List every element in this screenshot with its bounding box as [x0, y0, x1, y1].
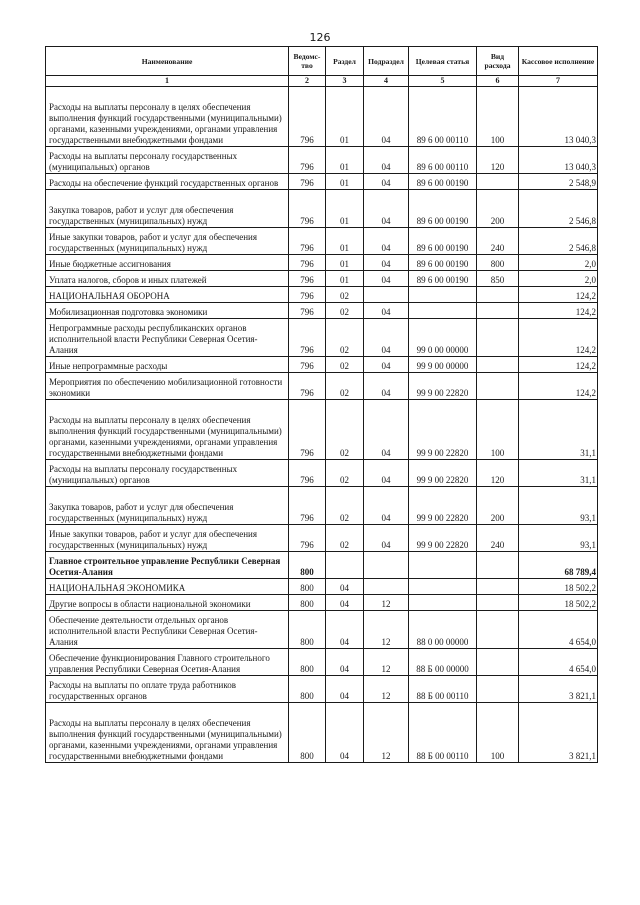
row-name: Другие вопросы в области национальной экономики [46, 595, 289, 611]
row-name: Иные непрограммные расходы [46, 357, 289, 373]
row-subsection: 04 [364, 174, 409, 190]
row-section: 01 [326, 271, 364, 287]
table-row [46, 201, 598, 228]
spacer-row [46, 487, 598, 499]
row-subsection: 04 [364, 98, 409, 147]
row-expense-type: 120 [477, 460, 519, 487]
row-name: Мероприятия по обеспечению мобилизационной готовности экономики [46, 373, 289, 400]
column-number: 6 [477, 76, 519, 87]
row-expense-type: 200 [477, 498, 519, 525]
spacer-cell [409, 400, 477, 412]
row-department: 796 [289, 319, 326, 357]
spacer-cell [46, 487, 289, 499]
table-row [46, 228, 598, 255]
spacer-cell [364, 703, 409, 715]
row-name: Расходы на выплаты персоналу в целях обеспечения выполнения функций государственными (муниципальными) органами, казенными учреждениями, органами управления государственными внебюджетными фондами [46, 411, 289, 460]
row-amount: 124,2 [519, 373, 598, 400]
row-target-item [409, 287, 477, 303]
row-amount: 3 821,1 [519, 676, 598, 703]
row-amount: 31,1 [519, 460, 598, 487]
table-row [46, 174, 598, 190]
row-target-item: 99 9 00 22820 [409, 373, 477, 400]
row-section: 04 [326, 649, 364, 676]
spacer-cell [519, 87, 598, 99]
row-target-item: 99 9 00 00000 [409, 357, 477, 373]
row-department: 800 [289, 595, 326, 611]
row-name: НАЦИОНАЛЬНАЯ ОБОРОНА [46, 287, 289, 303]
spacer-cell [46, 400, 289, 412]
row-target-item: 89 6 00 00190 [409, 201, 477, 228]
table-row [46, 460, 598, 487]
row-section: 04 [326, 579, 364, 595]
row-subsection: 04 [364, 147, 409, 174]
row-name: Уплата налогов, сборов и иных платежей [46, 271, 289, 287]
row-department: 796 [289, 460, 326, 487]
header-section: Раздел [326, 47, 364, 76]
column-number: 3 [326, 76, 364, 87]
table-row [46, 649, 598, 676]
row-department: 796 [289, 498, 326, 525]
spacer-cell [326, 87, 364, 99]
row-amount: 4 654,0 [519, 611, 598, 649]
row-subsection: 12 [364, 595, 409, 611]
row-name: Расходы на выплаты по оплате труда работников государственных органов [46, 676, 289, 703]
row-expense-type: 240 [477, 525, 519, 552]
spacer-cell [477, 703, 519, 715]
row-section: 01 [326, 201, 364, 228]
row-section: 04 [326, 714, 364, 763]
header-name: Наименование [46, 47, 289, 76]
row-name: Иные бюджетные ассигнования [46, 255, 289, 271]
row-subsection: 04 [364, 357, 409, 373]
header-expense-type: Вид расхода [477, 47, 519, 76]
spacer-cell [519, 487, 598, 499]
row-target-item: 88 Б 00 00110 [409, 676, 477, 703]
table-row [46, 373, 598, 400]
table-row [46, 595, 598, 611]
row-expense-type [477, 174, 519, 190]
spacer-row [46, 703, 598, 715]
table-row [46, 357, 598, 373]
row-subsection: 04 [364, 255, 409, 271]
row-target-item: 89 6 00 00190 [409, 271, 477, 287]
row-target-item: 89 6 00 00190 [409, 228, 477, 255]
row-subsection: 12 [364, 611, 409, 649]
row-section: 01 [326, 228, 364, 255]
row-amount: 13 040,3 [519, 147, 598, 174]
row-department: 800 [289, 649, 326, 676]
column-number: 7 [519, 76, 598, 87]
table-row [46, 552, 598, 579]
row-target-item: 99 9 00 22820 [409, 498, 477, 525]
row-section: 02 [326, 411, 364, 460]
row-target-item: 88 Б 00 00000 [409, 649, 477, 676]
row-subsection: 04 [364, 525, 409, 552]
row-subsection: 04 [364, 373, 409, 400]
table-row [46, 287, 598, 303]
header-department: Ведомс-тво [289, 47, 326, 76]
column-number: 2 [289, 76, 326, 87]
row-amount: 124,2 [519, 319, 598, 357]
row-amount: 18 502,2 [519, 579, 598, 595]
row-section: 01 [326, 147, 364, 174]
row-department: 796 [289, 228, 326, 255]
table-row [46, 98, 598, 147]
row-name: НАЦИОНАЛЬНАЯ ЭКОНОМИКА [46, 579, 289, 595]
spacer-cell [289, 400, 326, 412]
row-department: 796 [289, 174, 326, 190]
column-number-row [46, 76, 598, 87]
row-subsection: 04 [364, 498, 409, 525]
row-department: 796 [289, 411, 326, 460]
row-amount: 3 821,1 [519, 714, 598, 763]
row-amount: 2 546,8 [519, 228, 598, 255]
row-name: Иные закупки товаров, работ и услуг для обеспечения государственных (муниципальных) нужд [46, 525, 289, 552]
row-target-item: 88 Б 00 00110 [409, 714, 477, 763]
row-name: Расходы на выплаты персоналу государственных (муниципальных) органов [46, 147, 289, 174]
column-number: 1 [46, 76, 289, 87]
row-department: 796 [289, 373, 326, 400]
row-amount: 4 654,0 [519, 649, 598, 676]
spacer-cell [364, 400, 409, 412]
row-expense-type [477, 649, 519, 676]
row-amount: 124,2 [519, 303, 598, 319]
row-section: 02 [326, 357, 364, 373]
row-expense-type [477, 611, 519, 649]
column-number: 5 [409, 76, 477, 87]
row-target-item: 88 0 00 00000 [409, 611, 477, 649]
row-name: Закупка товаров, работ и услуг для обеспечения государственных (муниципальных) нужд [46, 201, 289, 228]
row-name: Обеспечение деятельности отдельных органов исполнительной власти Республики Северная Осетия-Алания [46, 611, 289, 649]
row-department: 796 [289, 525, 326, 552]
spacer-row [46, 190, 598, 202]
row-amount: 93,1 [519, 525, 598, 552]
row-target-item: 89 6 00 00110 [409, 98, 477, 147]
row-department: 796 [289, 147, 326, 174]
spacer-cell [326, 400, 364, 412]
row-target-item: 89 6 00 00110 [409, 147, 477, 174]
row-target-item [409, 552, 477, 579]
table-row [46, 319, 598, 357]
row-department: 800 [289, 611, 326, 649]
row-name: Расходы на выплаты персоналу в целях обеспечения выполнения функций государственными (муниципальными) органами, казенными учреждениями, органами управления государственными внебюджетными фондами [46, 98, 289, 147]
spacer-cell [364, 87, 409, 99]
spacer-row [46, 87, 598, 99]
row-department: 796 [289, 287, 326, 303]
spacer-cell [326, 703, 364, 715]
row-subsection [364, 552, 409, 579]
row-department: 800 [289, 579, 326, 595]
row-amount: 2 548,9 [519, 174, 598, 190]
row-amount: 93,1 [519, 498, 598, 525]
row-section: 04 [326, 676, 364, 703]
row-section: 04 [326, 595, 364, 611]
row-amount: 124,2 [519, 357, 598, 373]
row-department: 796 [289, 201, 326, 228]
row-amount: 124,2 [519, 287, 598, 303]
spacer-cell [289, 190, 326, 202]
spacer-cell [289, 487, 326, 499]
row-section: 02 [326, 319, 364, 357]
spacer-cell [477, 400, 519, 412]
spacer-cell [289, 703, 326, 715]
row-subsection: 12 [364, 676, 409, 703]
row-subsection: 04 [364, 271, 409, 287]
row-name: Закупка товаров, работ и услуг для обеспечения государственных (муниципальных) нужд [46, 498, 289, 525]
row-department: 796 [289, 271, 326, 287]
row-expense-type [477, 319, 519, 357]
row-amount: 2,0 [519, 271, 598, 287]
row-expense-type [477, 579, 519, 595]
spacer-cell [409, 87, 477, 99]
table-row [46, 676, 598, 703]
row-target-item: 99 9 00 22820 [409, 411, 477, 460]
row-subsection: 04 [364, 228, 409, 255]
spacer-cell [519, 400, 598, 412]
table-row [46, 255, 598, 271]
row-expense-type [477, 373, 519, 400]
table-row [46, 303, 598, 319]
row-subsection: 04 [364, 411, 409, 460]
table-body [46, 87, 598, 763]
row-name: Обеспечение функционирования Главного строительного управления Республики Северная Осетия-Алания [46, 649, 289, 676]
row-section: 02 [326, 460, 364, 487]
row-name: Главное строительное управление Республики Северная Осетия-Алания [46, 552, 289, 579]
column-number: 4 [364, 76, 409, 87]
row-expense-type: 200 [477, 201, 519, 228]
row-expense-type: 100 [477, 98, 519, 147]
row-section: 02 [326, 303, 364, 319]
row-name: Расходы на выплаты персоналу в целях обеспечения выполнения функций государственными (муниципальными) органами, казенными учреждениями, органами управления государственными внебюджетными фондами [46, 714, 289, 763]
row-subsection: 04 [364, 460, 409, 487]
row-amount: 2 546,8 [519, 201, 598, 228]
row-subsection [364, 579, 409, 595]
spacer-cell [409, 487, 477, 499]
row-department: 796 [289, 255, 326, 271]
row-section: 02 [326, 287, 364, 303]
row-section: 01 [326, 255, 364, 271]
table-row [46, 525, 598, 552]
table-row [46, 147, 598, 174]
row-target-item: 99 9 00 22820 [409, 460, 477, 487]
row-department: 796 [289, 303, 326, 319]
spacer-cell [364, 487, 409, 499]
row-name: Мобилизационная подготовка экономики [46, 303, 289, 319]
row-section [326, 552, 364, 579]
row-expense-type: 240 [477, 228, 519, 255]
row-name: Непрограммные расходы республиканских органов исполнительной власти Республики Северная Осетия-Алания [46, 319, 289, 357]
spacer-cell [409, 190, 477, 202]
table-row [46, 411, 598, 460]
row-target-item [409, 595, 477, 611]
spacer-cell [477, 87, 519, 99]
row-name: Иные закупки товаров, работ и услуг для обеспечения государственных (муниципальных) нужд [46, 228, 289, 255]
table-row [46, 579, 598, 595]
budget-execution-table [45, 46, 598, 763]
row-target-item: 89 6 00 00190 [409, 174, 477, 190]
row-subsection: 04 [364, 201, 409, 228]
row-department: 800 [289, 676, 326, 703]
spacer-cell [46, 703, 289, 715]
row-subsection: 12 [364, 714, 409, 763]
row-amount: 31,1 [519, 411, 598, 460]
spacer-cell [289, 87, 326, 99]
row-amount: 68 789,4 [519, 552, 598, 579]
spacer-cell [519, 190, 598, 202]
table-row [46, 498, 598, 525]
row-amount: 2,0 [519, 255, 598, 271]
row-expense-type [477, 303, 519, 319]
row-expense-type: 120 [477, 147, 519, 174]
row-target-item [409, 303, 477, 319]
spacer-cell [46, 190, 289, 202]
row-target-item: 99 9 00 22820 [409, 525, 477, 552]
row-department: 800 [289, 552, 326, 579]
row-expense-type [477, 552, 519, 579]
row-department: 800 [289, 714, 326, 763]
table-row [46, 271, 598, 287]
row-expense-type [477, 676, 519, 703]
table-row [46, 714, 598, 763]
row-section: 01 [326, 98, 364, 147]
row-subsection: 04 [364, 319, 409, 357]
row-expense-type [477, 357, 519, 373]
row-target-item: 99 0 00 00000 [409, 319, 477, 357]
page-number: 126 [309, 31, 331, 44]
row-expense-type [477, 595, 519, 611]
spacer-cell [364, 190, 409, 202]
spacer-cell [477, 190, 519, 202]
row-expense-type: 850 [477, 271, 519, 287]
row-subsection: 04 [364, 303, 409, 319]
row-expense-type [477, 287, 519, 303]
row-expense-type: 100 [477, 411, 519, 460]
header-target-item: Целевая статья [409, 47, 477, 76]
row-name: Расходы на выплаты персоналу государственных (муниципальных) органов [46, 460, 289, 487]
row-target-item: 89 6 00 00190 [409, 255, 477, 271]
spacer-cell [477, 487, 519, 499]
header-subsection: Подраздел [364, 47, 409, 76]
spacer-cell [326, 190, 364, 202]
spacer-cell [519, 703, 598, 715]
row-department: 796 [289, 357, 326, 373]
row-expense-type: 800 [477, 255, 519, 271]
row-section: 04 [326, 611, 364, 649]
row-section: 02 [326, 525, 364, 552]
spacer-row [46, 400, 598, 412]
header-cash-execution: Кассовое исполнение [519, 47, 598, 76]
row-target-item [409, 579, 477, 595]
table-row [46, 611, 598, 649]
row-section: 02 [326, 373, 364, 400]
row-section: 02 [326, 498, 364, 525]
spacer-cell [409, 703, 477, 715]
header-row [46, 47, 598, 76]
row-amount: 18 502,2 [519, 595, 598, 611]
row-section: 01 [326, 174, 364, 190]
row-amount: 13 040,3 [519, 98, 598, 147]
row-name: Расходы на обеспечение функций государственных органов [46, 174, 289, 190]
row-department: 796 [289, 98, 326, 147]
spacer-cell [326, 487, 364, 499]
spacer-cell [46, 87, 289, 99]
row-subsection [364, 287, 409, 303]
row-subsection: 12 [364, 649, 409, 676]
row-expense-type: 100 [477, 714, 519, 763]
